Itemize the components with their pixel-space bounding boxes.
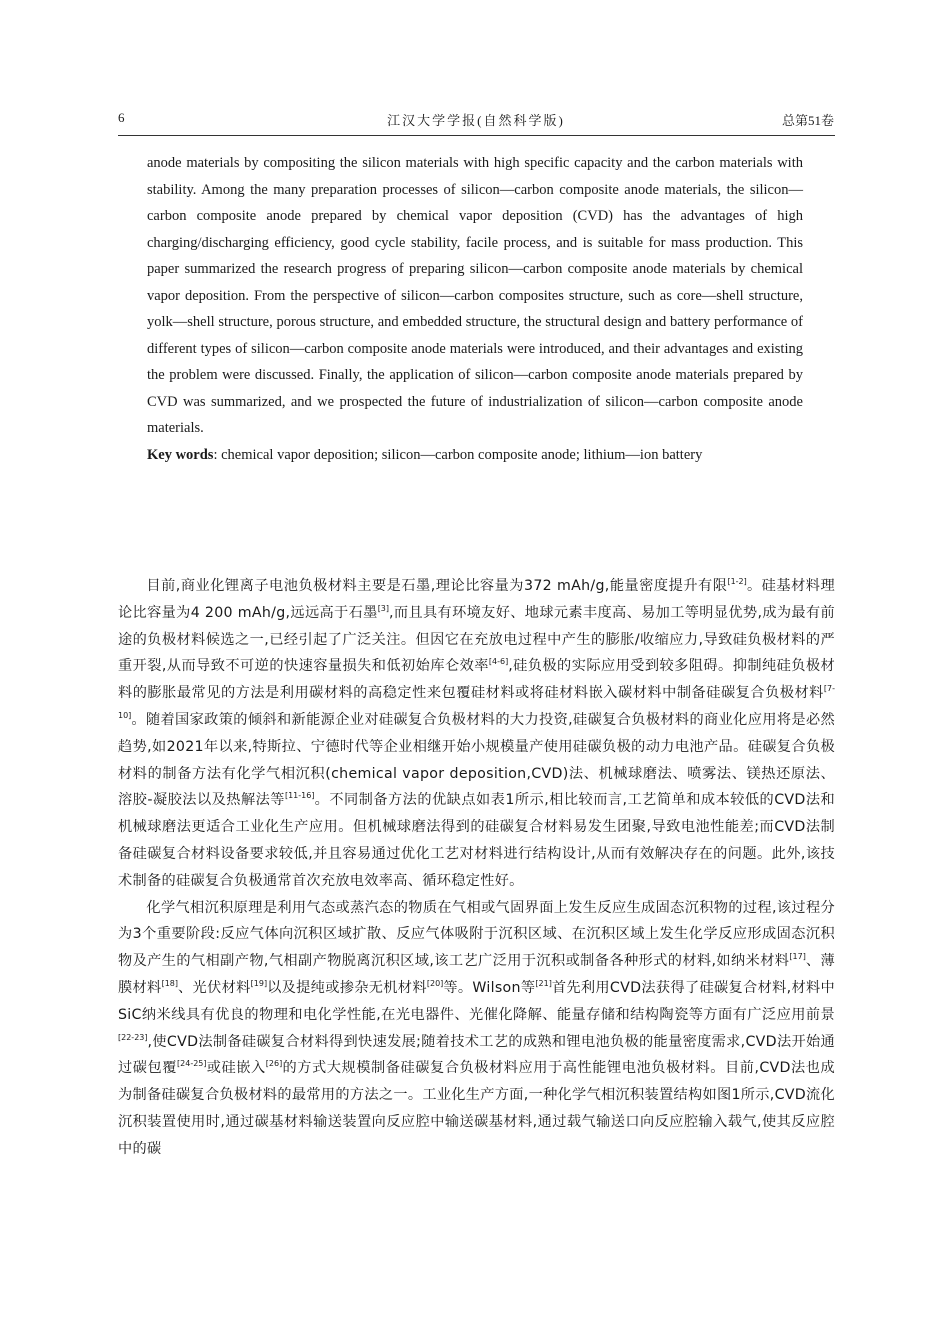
text-run: 或硅嵌入 <box>206 1060 266 1077</box>
english-abstract <box>147 150 803 468</box>
journal-title: 江汉大学学报(自然科学版) <box>387 113 565 128</box>
paragraph-2 <box>118 895 835 1163</box>
text-run: 首先利用CVD法获得了硅碳复合材料,材料中SiC纳米线具有优良的物理和电化学性能,在光电器件、光催化降解、能量存储和结构陶瓷等方面有广泛应用前景 <box>118 979 835 1023</box>
citation: [1-2] <box>727 577 747 586</box>
text-run: 的方式大规模制备硅碳复合负极材料应用于高性能锂电池负极材料。目前,CVD法也成为制备硅碳复合负极材料的最常用的方法之一。工业化生产方面,一种化学气相沉积装置结构如图1所示,CVD流化沉积装置使用时,通过碳基材料输送装置向反应腔中输送碳基材料,通过载气输送口向反应腔输入载气,使其反应腔中的碳 <box>118 1060 836 1157</box>
text-run: ,使CVD法制备硅碳复合材料得到快速发展;随着技术工艺的成熟和锂电池负极的能量密度需求,CVD法开始通过碳包覆 <box>118 1033 835 1077</box>
abstract-text: anode materials by compositing the silicon materials with high specific capacity and the carbon materials with stability. Among the many preparation processes of silicon—carbon composite anode materials, the silicon—carbon composite anode prepared by chemical vapor deposition (CVD) has the advantages of high charging/discharging efficiency, good cycle stability, facile process, and is suitable for mass production. This paper summarized the research progress of preparing silicon—carbon composite anode materials by chemical vapor deposition. From the perspective of silicon—carbon composites structure, such as core—shell structure, yolk—shell structure, porous structure, and embedded structure, the structural design and battery performance of different types of silicon—carbon composite anode materials were introduced, and their advantages and existing the problem were discussed. Finally, the application of silicon—carbon composite anode materials prepared by CVD was summarized, and we prospected the future of industrialization of silicon—carbon composite anode materials. <box>147 155 803 436</box>
citation: [18] <box>161 978 178 988</box>
keywords-text: : chemical vapor deposition; silicon—carbon composite anode; lithium—ion battery <box>213 446 703 463</box>
citation: [22-23] <box>118 1032 148 1042</box>
text-run: ,硅负极的实际应用受到较多阻碍。抑制纯硅负极材料的膨胀最常见的方法是利用碳材料的高稳定性来包覆硅材料或将硅材料嵌入碳材料中制备硅碳复合负极材料 <box>118 658 835 702</box>
text-run: ,而且具有环境友好、地球元素丰度高、易加工等明显优势,成为最有前途的负极材料候选之一,已经引起了广泛关注。但因它在充放电过程中产生的膨胀/收缩应力,导致硅负极材料的严重开裂,从而导致不可逆的快速容量损失和低初始库仑效率 <box>118 604 836 675</box>
text-run: 。不同制备方法的优缺点如表1所示,相比较而言,工艺简单和成本较低的CVD法和机械球磨法更适合工业化生产应用。但机械球磨法得到的硅碳复合材料易发生团聚,导致电池性能差;而CVD法制备硅碳复合材料设备要求较低,并且容易通过优化工艺对材料进行结构设计,从而有效解决存在的问题。此外,该技术制备的硅碳复合负极通常首次充放电效率高、循环稳定性好。 <box>118 792 835 889</box>
running-header <box>118 108 834 130</box>
citation: [17] <box>789 952 806 962</box>
keywords <box>147 442 803 469</box>
citation: [19] <box>250 978 268 988</box>
volume-label: 总第51卷 <box>781 113 834 128</box>
text-run: 以及提纯或掺杂无机材料 <box>267 979 427 996</box>
citation: [26] <box>265 1059 283 1069</box>
text-run: 化学气相沉积原理是利用气态或蒸汽态的物质在气相或气固界面上发生反应生成固态沉积物的过程,该过程分为3个重要阶段:反应气体向沉积区域扩散、反应气体吸附于沉积区域、在沉积区域上发生化学反应形成固态沉积物及产生的气相副产物,气相副产物脱离沉积区域,该工艺广泛用于沉积或制备各种形式的材料,如纳米材料 <box>118 899 835 970</box>
text-run: 目前,商业化锂离子电池负极材料主要是石墨,理论比容量为372 mAh/g,能量密度提升有限 <box>146 578 728 594</box>
citation: [3] <box>377 603 390 613</box>
text-run: 、薄膜材料 <box>118 953 835 996</box>
main-text <box>118 573 835 1163</box>
text-run: 、光伏材料 <box>178 979 251 996</box>
text-run: 。硅基材料理论比容量为4 200 mAh/g,远远高于石墨 <box>118 578 835 621</box>
keywords-label: Key words <box>147 446 214 463</box>
text-run: 等。Wilson等 <box>443 979 536 996</box>
page-number: 6 <box>118 110 125 125</box>
header-rule <box>118 135 835 136</box>
paragraph-1 <box>118 573 835 895</box>
citation: [4-6] <box>488 657 509 667</box>
citation: [20] <box>426 978 444 988</box>
citation: [11-16] <box>284 791 315 801</box>
citation: [21] <box>535 978 552 988</box>
citation: [24-25] <box>177 1059 207 1069</box>
citation: [7-10] <box>118 684 835 720</box>
text-run: 。随着国家政策的倾斜和新能源企业对硅碳复合负极材料的大力投资,硅碳复合负极材料的商业化应用将是必然趋势,如2021年以来,特斯拉、宁德时代等企业相继开始小规模量产使用硅碳负极的动力电池产品。硅碳复合负极材料的制备方法有化学气相沉积(chemical vapor deposition,CVD)法、机械球磨法、喷雾法、镁热还原法、溶胶-凝胶法以及热解法等 <box>118 711 835 809</box>
